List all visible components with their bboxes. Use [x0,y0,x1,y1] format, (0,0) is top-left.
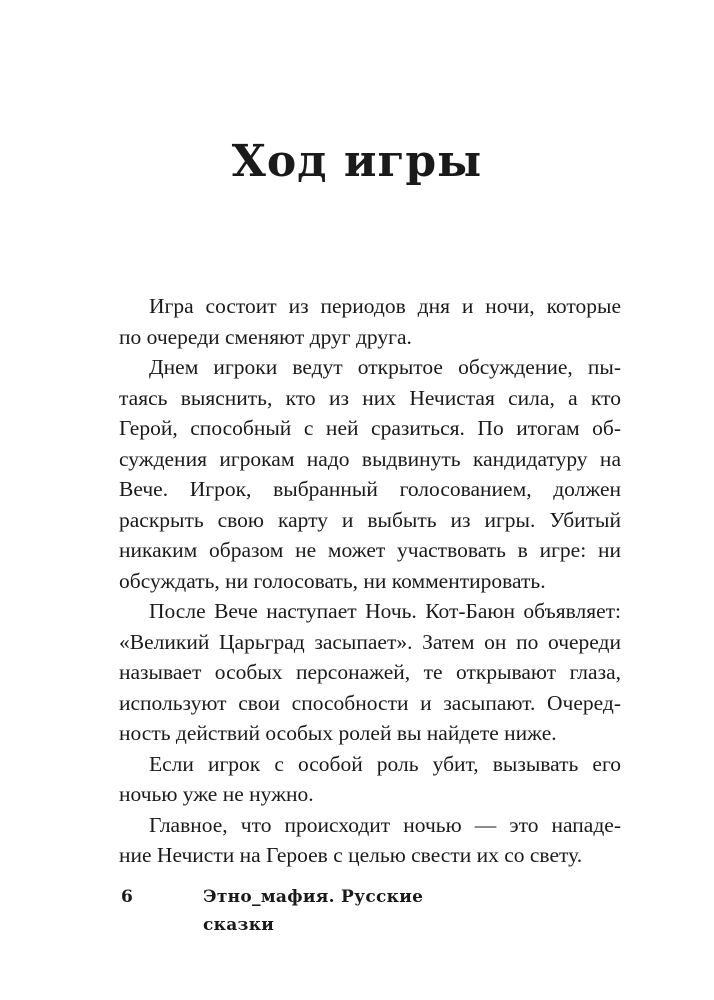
paragraph-line: После Вече наступает Ночь. Кот-Баюн объявляет: [149,599,621,623]
paragraph-line: Если игрок с особой роль убит, вызывать его [149,751,621,776]
paragraph-line: раскрыть свою карту и выбыть из игры. Убитый [119,507,621,532]
paragraph-line: Днем игроки ведут открытое обсуждение, пы- [149,355,621,379]
paragraph-line: Вече. Игрок, выбранный голосованием, должен [119,477,621,501]
page-number: 6 [121,887,133,907]
page-footer [121,883,481,935]
paragraph-line: ность действий особых ролей вы найдете ниже. [119,721,557,745]
paragraph-line: обсуждать, ни голосовать, ни комментировать. [119,568,546,593]
paragraph-line: никаким образом не может участвовать в игре: ни [119,538,621,562]
paragraph-line: суждения игрокам надо выдвинуть кандидатуру на [119,446,621,471]
paragraph-line: таясь выяснить, кто из них Нечистая сила, а кто [119,385,621,410]
paragraph [119,749,621,810]
paragraph-line: Игра состоит из периодов дня и ночи, которые [149,294,621,318]
running-title: Этно_мафия. Русские сказки [203,887,424,935]
paragraph-line: Главное, что происходит ночью — это нападе- [149,812,621,837]
paragraph-line: Герой, способный с ней сразиться. По итогам об- [119,416,621,440]
paragraph-line: используют свои способности и засыпают. Очеред- [119,690,621,715]
paragraph-line: ночью уже не нужно. [119,782,314,806]
paragraph [119,810,621,871]
body-text [119,291,621,871]
paragraph-line: называет особых персонажей, те открывают глаза, [119,660,621,684]
paragraph [119,596,621,749]
paragraph [119,291,621,352]
paragraph [119,352,621,596]
paragraph-line: ние Нечисти на Героев с целью свести их со свету. [119,843,583,867]
chapter-title: Ход игры [231,136,483,187]
paragraph-line: «Великий Царьград засыпает». Затем он по очереди [119,629,621,654]
paragraph-line: по очереди сменяют друг друга. [119,324,412,349]
